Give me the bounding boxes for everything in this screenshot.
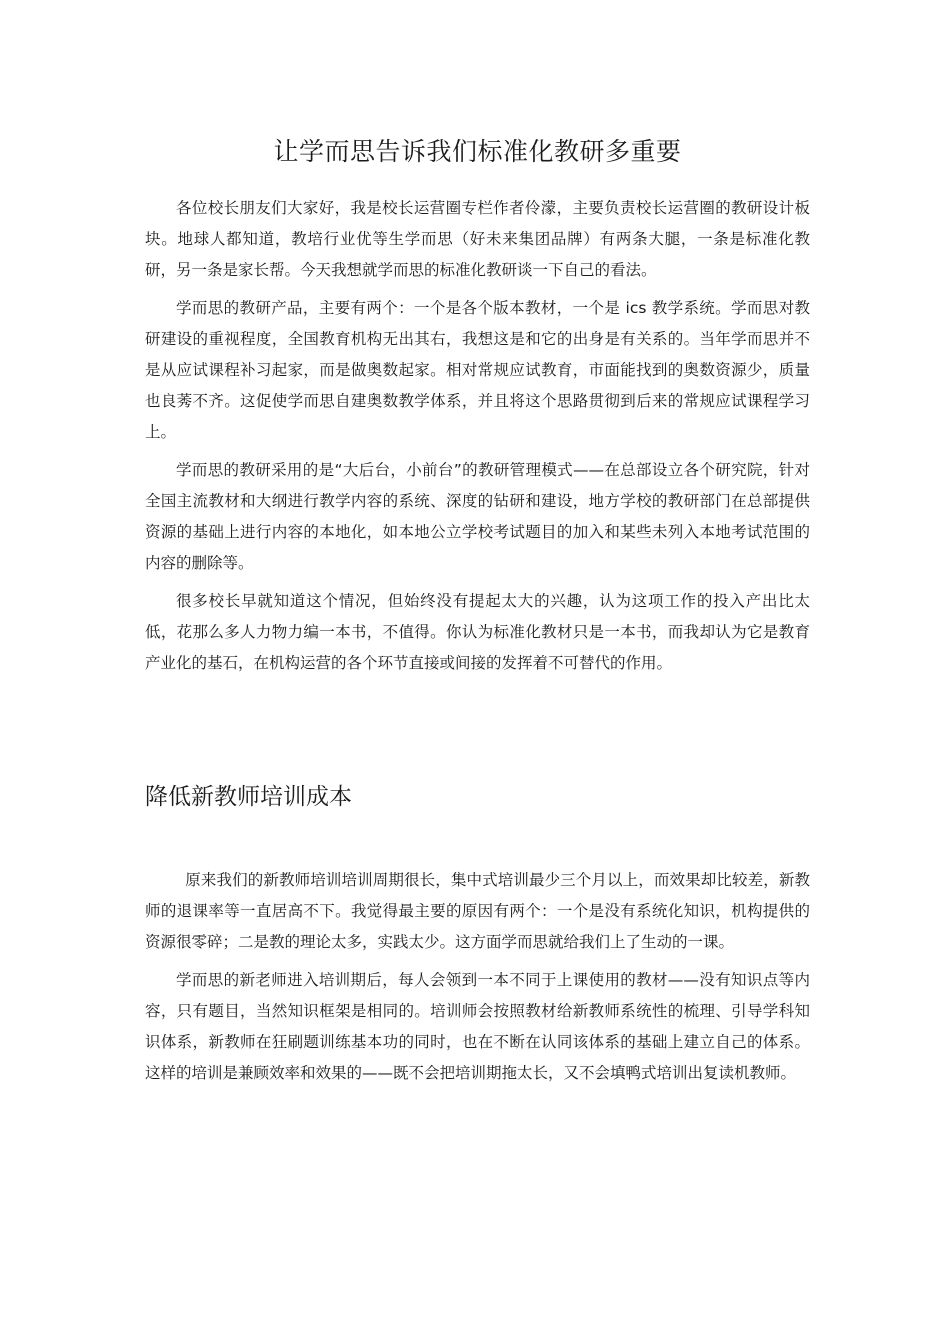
intro-paragraph-3: 学而思的教研采用的是“大后台，小前台”的教研管理模式——在总部设立各个研究院，针对全国主流教材和大纲进行教学内容的系统、深度的钻研和建设，地方学校的教研部门在总部提供资源的基础上进行内容的本地化，如本地公立学校考试题目的加入和某些未列入本地考试范围的内容的删除等。 [145,461,810,572]
section-paragraph-1: 原来我们的新教师培训培训周期很长，集中式培训最少三个月以上，而效果却比较差，新教师的退课率等一直居高不下。我觉得最主要的原因有两个：一个是没有系统化知识，机构提供的资源很零碎；二是教的理论太多，实践太少。这方面学而思就给我们上了生动的一课。 [145,871,810,951]
intro-paragraph-1: 各位校长朋友们大家好，我是校长运营圈专栏作者伶濛，主要负责校长运营圈的教研设计板块。地球人都知道，教培行业优等生学而思（好未来集团品牌）有两条大腿，一条是标准化教研，另一条是家长帮。今天我想就学而思的标准化教研谈一下自己的看法。 [145,199,810,279]
teacher-training-section [145,865,810,1096]
intro-paragraph-4: 很多校长早就知道这个情况，但始终没有提起太大的兴趣，认为这项工作的投入产出比太低，花那么多人力物力编一本书，不值得。你认为标准化教材只是一本书，而我却认为它是教育产业化的基石，在机构运营的各个环节直接或间接的发挥着不可替代的作用。 [145,592,810,672]
intro-paragraph-2: 学而思的教研产品，主要有两个：一个是各个版本教材，一个是 ics 教学系统。学而思对教研建设的重视程度，全国教育机构无出其右，我想这是和它的出身是有关系的。当年学而思并不是从应试课程补习起家，而是做奥数起家。相对常规应试教育，市面能找到的奥数资源少，质量也良莠不齐。这促使学而思自建奥数教学体系，并且将这个思路贯彻到后来的常规应试课程学习上。 [145,299,810,441]
intro-section [145,193,810,686]
section-paragraph-2: 学而思的新老师进入培训期后，每人会领到一本不同于上课使用的教材——没有知识点等内容，只有题目，当然知识框架是相同的。培训师会按照教材给新教师系统性的梳理、引导学科知识体系，新教师在狂刷题训练基本功的同时，也在不断在认同该体系的基础上建立自己的体系。这样的培训是兼顾效率和效果的——既不会把培训期拖太长，又不会填鸭式培训出复读机教师。 [145,971,810,1082]
section-heading: 降低新教师培训成本 [145,784,352,810]
document-title: 让学而思告诉我们标准化教研多重要 [273,137,682,166]
